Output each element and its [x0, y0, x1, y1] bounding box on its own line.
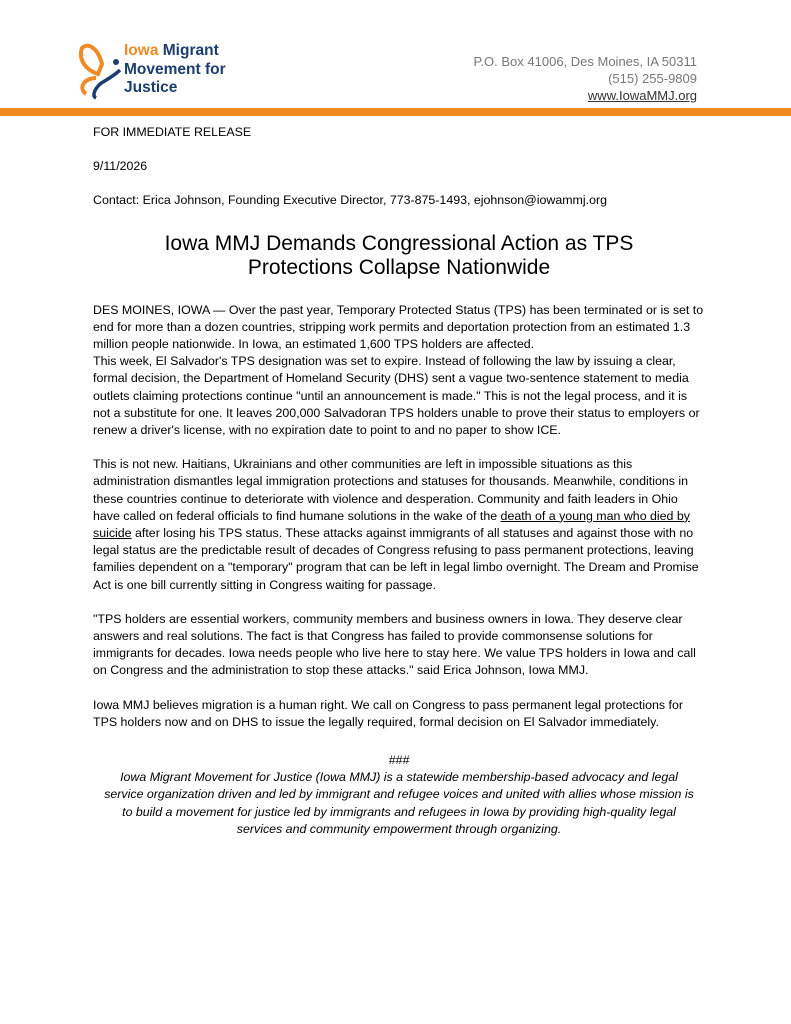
release-label: FOR IMMEDIATE RELEASE — [93, 125, 252, 139]
logo-line-justice: Justice — [124, 79, 178, 96]
phone-number: (515) 255-9809 — [608, 71, 697, 86]
about-organization: Iowa Migrant Movement for Justice (Iowa MMJ) is a statewide membership-based advocacy and legal service organization driven and led by immigrant and refugee voices and united with allies whose mission is to build a movement for justice led by immigrants and refugees in Iowa by providing high-quality legal services and community empowerment through organizing. — [104, 770, 694, 836]
paragraph-closing: Iowa MMJ believes migration is a human right. We call on Congress to pass permanent legal protections for TPS holders now and on DHS to issue the legally required, formal decision on El Salvador immediately. — [93, 697, 683, 729]
paragraph-intro: DES MOINES, IOWA — Over the past year, Temporary Protected Status (TPS) has been terminated or is set to end for more than a dozen countries, stripping work permits and deportation protection from an estimated 1.3 million people nationwide. In Iowa, an estimated 1,600 TPS holders are affected. — [93, 302, 704, 352]
logo-word-migrant: Migrant — [162, 42, 219, 59]
paragraph-el-salvador: This week, El Salvador's TPS designation was set to expire. Instead of following the law by issuing a clear, formal decision, the Department of Homeland Security (DHS) sent a vague two-sentence statement to media outlets claiming protections continue "until an announcement is made." This is not the legal process, and it is not a substitute for one. It leaves 200,000 Salvadoran TPS holders unable to prove their status to employers or renew a driver's license, with no expiration date to point to and no paper to show ICE. — [93, 354, 700, 438]
logo-word-iowa: Iowa — [124, 42, 159, 59]
logo-wordmark — [124, 42, 226, 98]
butterfly-logo-icon — [76, 40, 126, 102]
paragraph-quote: "TPS holders are essential workers, community members and business owners in Iowa. They deserve clear answers and real solutions. The fact is that Congress has failed to provide commonsense solutions for immigrants for decades. Iowa needs people who live here to stay here. We value TPS holders in Iowa and call on Congress and the administration to stop these attacks." said Erica Johnson, Iowa MMJ. — [93, 611, 696, 678]
press-release-body — [93, 124, 705, 838]
death-article-link[interactable]: death of a young man who died by suicide — [93, 508, 690, 541]
end-separator: ### — [388, 753, 410, 768]
logo-line-movement: Movement for — [124, 60, 226, 78]
paragraph-not-new: This is not new. Haitians, Ukrainians and other communities are left in impossible situations as this administration dismantles legal immigration protections and statuses for thousands. Meanwhile, conditions in these countries continue to deteriorate with violence and desperation. Community and faith leaders in Ohio have called on federal officials to find humane solutions in the wake of the death of a young man who died by suicide after losing his TPS status. These attacks against immigrants of all statuses and against those with no legal status are the predictable result of decades of Congress refusing to pass permanent protections, leaving families dependent on a "temporary" program that can be left in legal limbo overnight. The Dream and Promise Act is one bill currently sitting in Congress waiting for passage. — [93, 457, 699, 592]
page-title — [93, 232, 705, 280]
release-date: 9/11/2026 — [93, 159, 148, 174]
contact-line: Contact: Erica Johnson, Founding Executive Director, 773-875-1493, ejohnson@iowammj.org — [93, 193, 607, 208]
website-link[interactable]: www.IowaMMJ.org — [587, 88, 697, 103]
letterhead — [0, 0, 791, 116]
header-divider — [0, 108, 791, 116]
organization-logo — [76, 40, 246, 102]
contact-block — [473, 53, 697, 104]
postal-address: P.O. Box 41006, Des Moines, IA 50311 — [473, 54, 697, 69]
title-line-1: Iowa MMJ Demands Congressional Action as TPS — [164, 231, 634, 255]
title-line-2: Protections Collapse Nationwide — [247, 255, 551, 279]
